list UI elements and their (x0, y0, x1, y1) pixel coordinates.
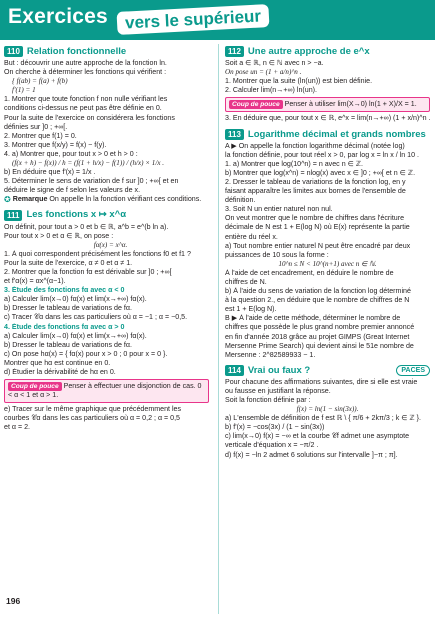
question-line: 2. Montrer que f(1) = 0. (4, 131, 77, 140)
question-line: b) À l'aide du sens de variation de la fonction log déterminé (225, 287, 411, 296)
text-line: Pour la suite de l'exercice, α ≠ 0 et α ≠ 1. (4, 258, 133, 267)
text-line: et α = 2. (4, 423, 30, 432)
remark-text: On appelle ln la fonction vérifiant ces conditions. (49, 195, 202, 204)
exercise-title: Vrai ou faux ? (247, 364, 311, 376)
exercise-number: 110 (4, 46, 23, 57)
exercise-number: 112 (225, 46, 244, 57)
exercise-title: Logarithme décimal et grands nombres (247, 128, 426, 140)
text-line: Soit a ∈ ℝ, n ∈ ℕ avec n > −a. (225, 59, 324, 67)
page-number: 196 (6, 596, 21, 606)
math-line: On pose un = (1 + a/n)^n . (225, 68, 302, 77)
question-line: b) En déduire que f'(x) = 1/x . (4, 168, 96, 177)
exercise-111-header (4, 210, 209, 221)
header-badge: vers le supérieur (117, 4, 270, 35)
left-column (4, 44, 209, 433)
hint-box (225, 97, 430, 112)
math-line: { f(ab) = f(a) + f(b) (12, 77, 68, 86)
text-line: Mersenne Prime Search) qui devient ainsi le 51e nombre de (225, 341, 414, 350)
question-line: 3. Soit N un entier naturel non nul. (225, 205, 333, 214)
hint-box (4, 379, 209, 403)
text-line: à la question 2., en déduire que le nombre de chiffres de N (225, 296, 410, 305)
subsection-title: 3. Étude des fonctions fα avec α < 0 (4, 286, 125, 295)
question-line: d) Étudier la dérivabilité de hα en 0. (4, 368, 116, 376)
text-line: On définit, pour tout a > 0 et b ∈ ℝ, a^b = e^(b ln a). (4, 222, 169, 231)
text-line: déduire le signe de f selon les valeurs de x. (4, 186, 141, 195)
question-line: b) Dresser le tableau de variations de fα. (4, 340, 132, 349)
text-line: et f'α(x) = αx^(α−1). (4, 277, 66, 286)
text-line: la fonction définie, pour tout réel x > 0, par log x = ln x / ln 10 . (225, 150, 420, 159)
math-line: f(x) = ln(1 − sin(3x)). (296, 405, 359, 414)
remark-label: Remarque (12, 195, 48, 204)
hint-text: Penser à utiliser lim(X→0) ln(1 + X)/X = 1. (284, 100, 417, 109)
text-line: puissances de 10 sous la forme : (225, 250, 329, 259)
question-line: 2. Calculer lim(n→+∞) ln(un). (225, 86, 317, 95)
hint-label: Coup de pouce (8, 382, 62, 391)
text-line: Mersenne : 2^82589933 − 1. (225, 350, 316, 359)
right-column (225, 44, 430, 460)
text-line: entière du réel x. (225, 232, 278, 241)
question-line: a) Calculer lim(x→0) fα(x) et lim(x→+∞) fα(x). (4, 331, 147, 340)
question-line: d) f(x) = −ln 2 admet 6 solutions sur l'intervalle ]−π ; π]. (225, 450, 398, 459)
math-line: fα(x) = x^α. (93, 240, 128, 249)
text-line: Pour la suite de l'exercice on considérera les fonctions (4, 113, 175, 122)
text-line: chiffres de N. (225, 277, 267, 286)
exercise-114-header (225, 365, 430, 376)
question-line: e) Tracer sur le même graphique que précédemment les (4, 405, 182, 414)
text-line: Soit la fonction définie par : (225, 396, 311, 404)
question-line: 2. Montrer que la fonction fα est dérivable sur ]0 ; +∞[ (4, 267, 172, 276)
text-line: verticale d'équation x = −π/2 . (225, 441, 319, 450)
math-line: (f(x + h) − f(x)) / h = (f(1 + h/x) − f(1)) / (h/x) × 1/x . (12, 159, 165, 168)
text-line: À l'aide de cet encadrement, en déduire le nombre de (225, 268, 394, 277)
hint-label: Coup de pouce (229, 100, 283, 109)
question-line: c) On pose hα(x) = { fα(x) pour x > 0 ; 0 pour x = 0 }. (4, 349, 168, 358)
exercise-title: Relation fonctionnelle (26, 45, 127, 57)
column-divider (218, 44, 219, 614)
page-header (0, 0, 435, 40)
question-line: c) Tracer 𝒞α dans les cas particuliers où α = −1 ; α = −0,5. (4, 313, 188, 322)
exercise-112-header (225, 46, 430, 57)
text-line: Montrer que hα est continue en 0. (4, 358, 111, 367)
question-line: 3. En déduire que, pour tout x ∈ ℝ, e^x = lim(n→+∞) (1 + x/n)^n . (225, 114, 430, 123)
exercise-title: Les fonctions x ↦ x^α (26, 209, 127, 221)
question-line: a) Tout nombre entier naturel N peut être encadré par deux (225, 241, 411, 250)
text-line: conditions ci-dessus ne peut pas être définie en 0. (4, 104, 162, 113)
question-line: 1. Montrer que la suite (ln(un)) est bien définie. (225, 77, 373, 86)
question-line: 5. Déterminer le sens de variation de f sur ]0 ; +∞[ et en (4, 177, 179, 186)
text-line: On veut montrer que le nombre de chiffres dans l'écriture (225, 214, 405, 223)
text-line: est 1 + E(log N). (225, 305, 277, 314)
question-line: 3. Montrer que f(x/y) = f(x) − f(y). (4, 140, 107, 149)
part-line: B ▶ À l'aide de cette méthode, déterminer le nombre de (225, 314, 401, 323)
question-line: 1. a) Montrer que log(10^n) = n avec n ∈ ℤ. (225, 159, 364, 168)
question-line: 4. a) Montrer que, pour tout x > 0 et h > 0 : (4, 149, 138, 158)
question-line: 2. Dresser le tableau de variations de la fonction log, en y (225, 177, 406, 186)
question-line: 1. Montrer que toute fonction f non nulle vérifiant les (4, 95, 168, 104)
exercise-113-header (225, 129, 430, 140)
text-line: chiffres que possède le plus grand nombre premier annoncé (225, 323, 415, 332)
text-line: courbes 𝒞α dans les cas particuliers où α = 0,2 ; α = 0,5 (4, 414, 180, 423)
question-line: 1. À quoi correspondent précisément les fonctions f0 et f1 ? (4, 249, 191, 258)
math-line: 10^n ≤ N < 10^(n+1) avec n ∈ ℕ. (278, 259, 377, 268)
text-line: en fin d'année 2018 grâce au projet GIMPS (Great Internet (225, 332, 410, 341)
text-line: Pour tout x > 0 et α ∈ ℝ, on pose : (4, 231, 114, 240)
text-line: décimale de N est 1 + E(log N) où E(x) représente la partie (225, 223, 410, 232)
question-line: b) f'(x) = −cos(3x) / (1 − sin(3x)) (225, 423, 325, 432)
subsection-title: 4. Étude des fonctions fα avec α > 0 (4, 322, 125, 331)
hint-text: Penser à effectuer une disjonction de cas. 0 < α < 1 et α > 1. (8, 382, 202, 400)
header-title: Exercices (8, 5, 108, 28)
exercise-110-header (4, 46, 209, 57)
remark-icon: ✪ (4, 195, 11, 205)
text-line: But : découvrir une autre approche de la fonction ln. (4, 59, 167, 67)
exercise-number: 111 (4, 210, 22, 221)
remark (4, 195, 209, 204)
question-line: c) lim(x→0) f(x) = −∞ et la courbe 𝒞f admet une asymptote (225, 432, 410, 441)
question-line: b) Dresser le tableau de variations de fα. (4, 304, 132, 313)
text-line: Pour chacune des affirmations suivantes, dire si elle est vraie (225, 377, 418, 386)
part-line: A ▶ On appelle la fonction logarithme décimal (notée log) (225, 141, 405, 150)
question-line: a) L'ensemble de définition de f est ℝ \ { π/6 + 2kπ/3 ; k ∈ ℤ }. (225, 414, 422, 423)
question-line: b) Montrer que log(x^n) = nlog(x) avec x ∈ ]0 ; +∞[ et n ∈ ℤ. (225, 168, 416, 177)
exercise-number: 113 (225, 129, 244, 140)
exercise-title: Une autre approche de e^x (247, 45, 370, 57)
text-line: définition. (225, 196, 256, 205)
text-line: ou fausse en justifiant la réponse. (225, 386, 331, 395)
exercise-number: 114 (225, 365, 244, 376)
math-line: f'(1) = 1 (12, 86, 36, 95)
text-line: On cherche à déterminer les fonctions qui vérifient : (4, 68, 167, 77)
text-line: faisant apparaître les limites aux bornes de l'ensemble de (225, 187, 406, 196)
question-line: a) Calculer lim(x→0) fα(x) et lim(x→+∞) fα(x). (4, 295, 147, 304)
text-line: définies sur ]0 ; +∞[. (4, 122, 68, 131)
paces-badge: PACES (396, 365, 430, 376)
